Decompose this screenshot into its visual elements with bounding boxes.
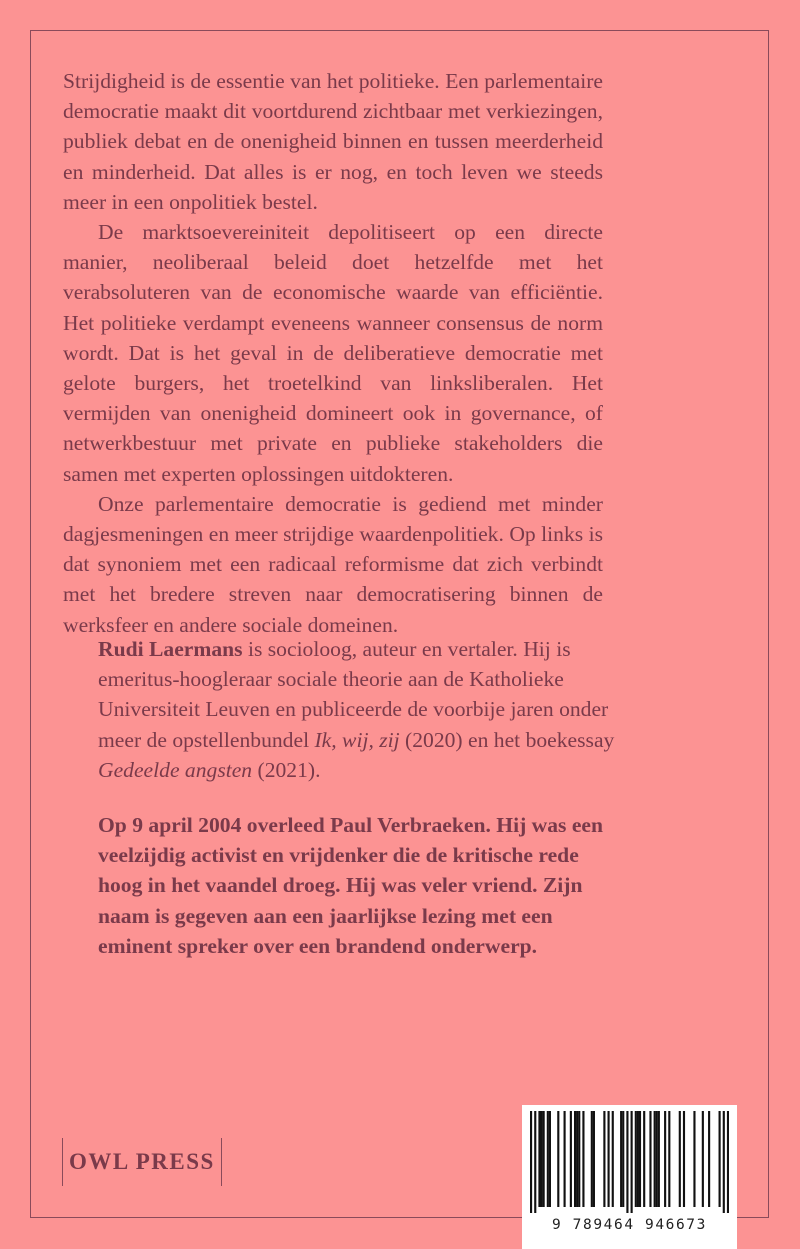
author-bio [98, 634, 618, 785]
memorial-note: Op 9 april 2004 overleed Paul Verbraeken. Hij was een veelzijdig activist en vrijdenker die de kritische rede hoog in het vaandel droeg. Hij was veler vriend. Zijn naam is gegeven aan een jaarlijkse lezing met een eminent spreker over een brandend onderwerp. [98, 813, 604, 958]
barcode-bar [702, 1111, 704, 1207]
barcode-bar [723, 1111, 725, 1213]
barcode [522, 1105, 737, 1249]
barcode-bar [654, 1111, 656, 1207]
barcode-bar [631, 1111, 633, 1213]
blurb-paragraph-3: Onze parlementaire democratie is gediend met minder dagjesmeningen en meer strijdige waardenpolitiek. Op links is dat synoniem met een radicaal reformisme dat zich verbindt met het bredere streven naar democratisering binnen de werksfeer en andere sociale domeinen. [63, 491, 603, 637]
barcode-bar [570, 1111, 572, 1207]
barcode-bar [708, 1111, 710, 1207]
barcode-bar [679, 1111, 681, 1207]
barcode-bar [578, 1111, 580, 1207]
barcode-bar [620, 1111, 622, 1207]
book-title-2: Gedeelde angsten [98, 757, 253, 782]
barcode-bar [591, 1111, 593, 1207]
barcode-bar [612, 1111, 614, 1207]
barcode-bar [543, 1111, 545, 1207]
barcode-bar [635, 1111, 637, 1207]
barcode-bar [574, 1111, 576, 1207]
barcode-bar [626, 1111, 628, 1213]
publisher-name: OWL PRESS [69, 1149, 215, 1174]
barcode-bar [576, 1111, 578, 1207]
author-name: Rudi Laermans [98, 637, 243, 661]
barcode-bar [603, 1111, 605, 1207]
barcode-bar [608, 1111, 610, 1207]
back-cover-blurb [63, 66, 603, 640]
barcode-bar [637, 1111, 639, 1207]
barcode-bar [530, 1111, 532, 1213]
isbn-number: 9 789464 946673 [552, 1217, 707, 1233]
barcode-bar [643, 1111, 645, 1207]
book-title-1: Ik, wij, zij [314, 727, 400, 752]
publisher-logo [62, 1138, 222, 1186]
barcode-bar [549, 1111, 551, 1207]
barcode-bar [656, 1111, 658, 1207]
barcode-bar [668, 1111, 670, 1207]
bio-text-2: (2020) en het boekessay [399, 727, 615, 752]
barcode-bar [664, 1111, 666, 1207]
bio-text-3: (2021). [252, 757, 321, 782]
barcode-bar [683, 1111, 685, 1207]
barcode-bar [582, 1111, 584, 1207]
barcode-bar [719, 1111, 721, 1207]
barcode-bars [530, 1111, 729, 1213]
barcode-bar [622, 1111, 624, 1207]
bio-text-1: is socioloog, auteur en vertaler. Hij is emeritus-hoogleraar sociale theorie aan de Katholieke Universiteit Leuven en publiceerde de voorbije jaren onder meer de opstellenbundel [98, 637, 609, 752]
blurb-paragraph-1: Strijdigheid is de essentie van het politieke. Een parlementaire democratie maakt dit voortdurend zichtbaar met verkiezingen, publiek debat en de onenigheid binnen en tussen meerderheid en minderheid. Dat alles is er nog, en toch leven we steeds meer in een onpolitiek bestel. [63, 69, 603, 214]
barcode-bar [639, 1111, 641, 1207]
barcode-bar [534, 1111, 536, 1213]
barcode-bar [727, 1111, 729, 1213]
blurb-paragraph-2: De marktsoevereiniteit depolitiseert op een directe manier, neoliberaal beleid doet hetzelfde met het verabsoluteren van de economische waarde van efficiëntie. Het politieke verdampt eveneens wanneer consensus de norm wordt. Dat is het geval in de deliberatieve democratie met gelote burgers, het troetelkind van linksliberalen. Het vermijden van onenigheid domineert ook in governance, of netwerkbestuur met private en publieke stakeholders die samen met experten oplossingen uitdokteren. [63, 220, 603, 486]
barcode-bar [593, 1111, 595, 1207]
barcode-bar [649, 1111, 651, 1207]
barcode-bar [557, 1111, 559, 1207]
barcode-bar [693, 1111, 695, 1207]
barcode-bar [547, 1111, 549, 1207]
barcode-bar [538, 1111, 540, 1207]
barcode-bar [540, 1111, 542, 1207]
barcode-bar [564, 1111, 566, 1207]
barcode-bar [658, 1111, 660, 1207]
